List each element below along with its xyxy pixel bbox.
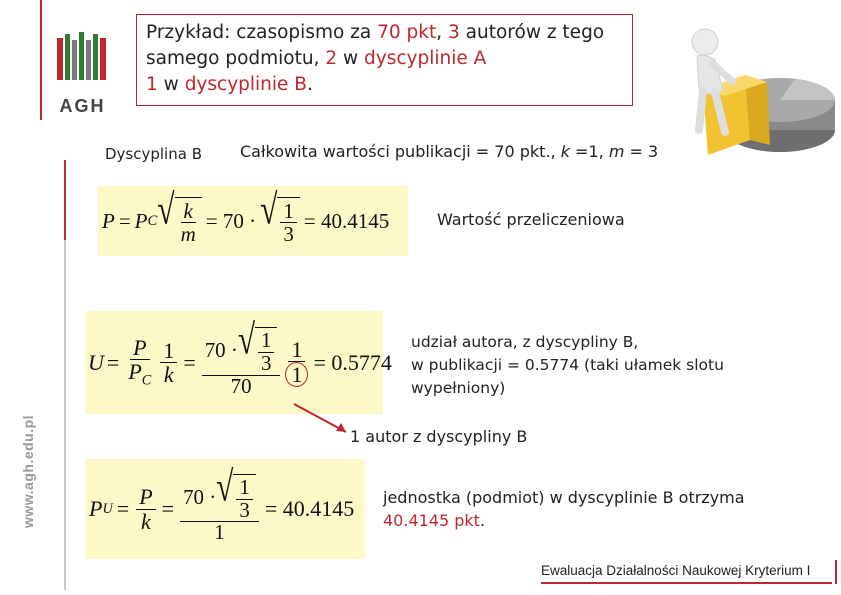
formula-3: P U = $\frac{P}{k}$ = 70 · √ $\frac{1}{3}$ 1 = 40.4145 — [85, 459, 365, 559]
formula1-caption: Wartość przeliczeniowa — [437, 210, 625, 229]
footer-text: Ewaluacja Działalności Naukowej Kryterium I — [541, 563, 811, 578]
pie-figure-icon — [675, 20, 840, 160]
agh-logo — [55, 30, 110, 115]
circled-one: 1 — [285, 362, 308, 387]
agh-logo-mark — [55, 30, 110, 90]
example-box: Przykład: czasopismo za 70 pkt, 3 autorów z tego samego podmiotu, 2 w dyscyplinie A 1 w dyscyplinie B. — [136, 14, 633, 106]
dyscyplina-label: Dyscyplina B — [105, 145, 202, 163]
sqrt-1-3: √ $\frac{1}{3}$ — [260, 197, 300, 245]
formula1-lhs: P — [102, 208, 115, 233]
total-value-line: Całkowita wartości publikacji = 70 pkt., k =1, m = 3 — [240, 142, 659, 161]
left-red-line — [40, 0, 42, 120]
agh-logo-text: AGH — [59, 96, 106, 116]
formula2-caption: udział autora, z dyscypliny B, w publikacji = 0.5774 (taki ułamek slotu wypełniony) — [411, 333, 724, 397]
author-note: 1 autor z dyscypliny B — [350, 427, 528, 446]
man-pie-illustration — [675, 20, 840, 160]
formula3-caption: jednostka (podmiot) w dyscyplinie B otrzyma 40.4145 pkt. — [383, 488, 745, 530]
footer-underline — [541, 582, 832, 584]
formula-2: U = $\frac{P}{P_C}$ $\frac{1}{k}$ = 70 · √ $\frac{1}{3}$ 70 $\frac{1}{1}$ = 0.5774 — [85, 311, 383, 414]
sqrt-k-m: √ $\frac{k}{m}$ — [157, 197, 201, 245]
agh-url[interactable]: www.agh.edu.pl — [20, 414, 36, 528]
footer-right-line — [835, 560, 837, 584]
formula-1: P = P C √ $\frac{k}{m}$ = 70 · √ $\frac{1}{3}$ = 40.4145 — [98, 186, 408, 256]
dyscyplina-red-line — [64, 160, 66, 240]
